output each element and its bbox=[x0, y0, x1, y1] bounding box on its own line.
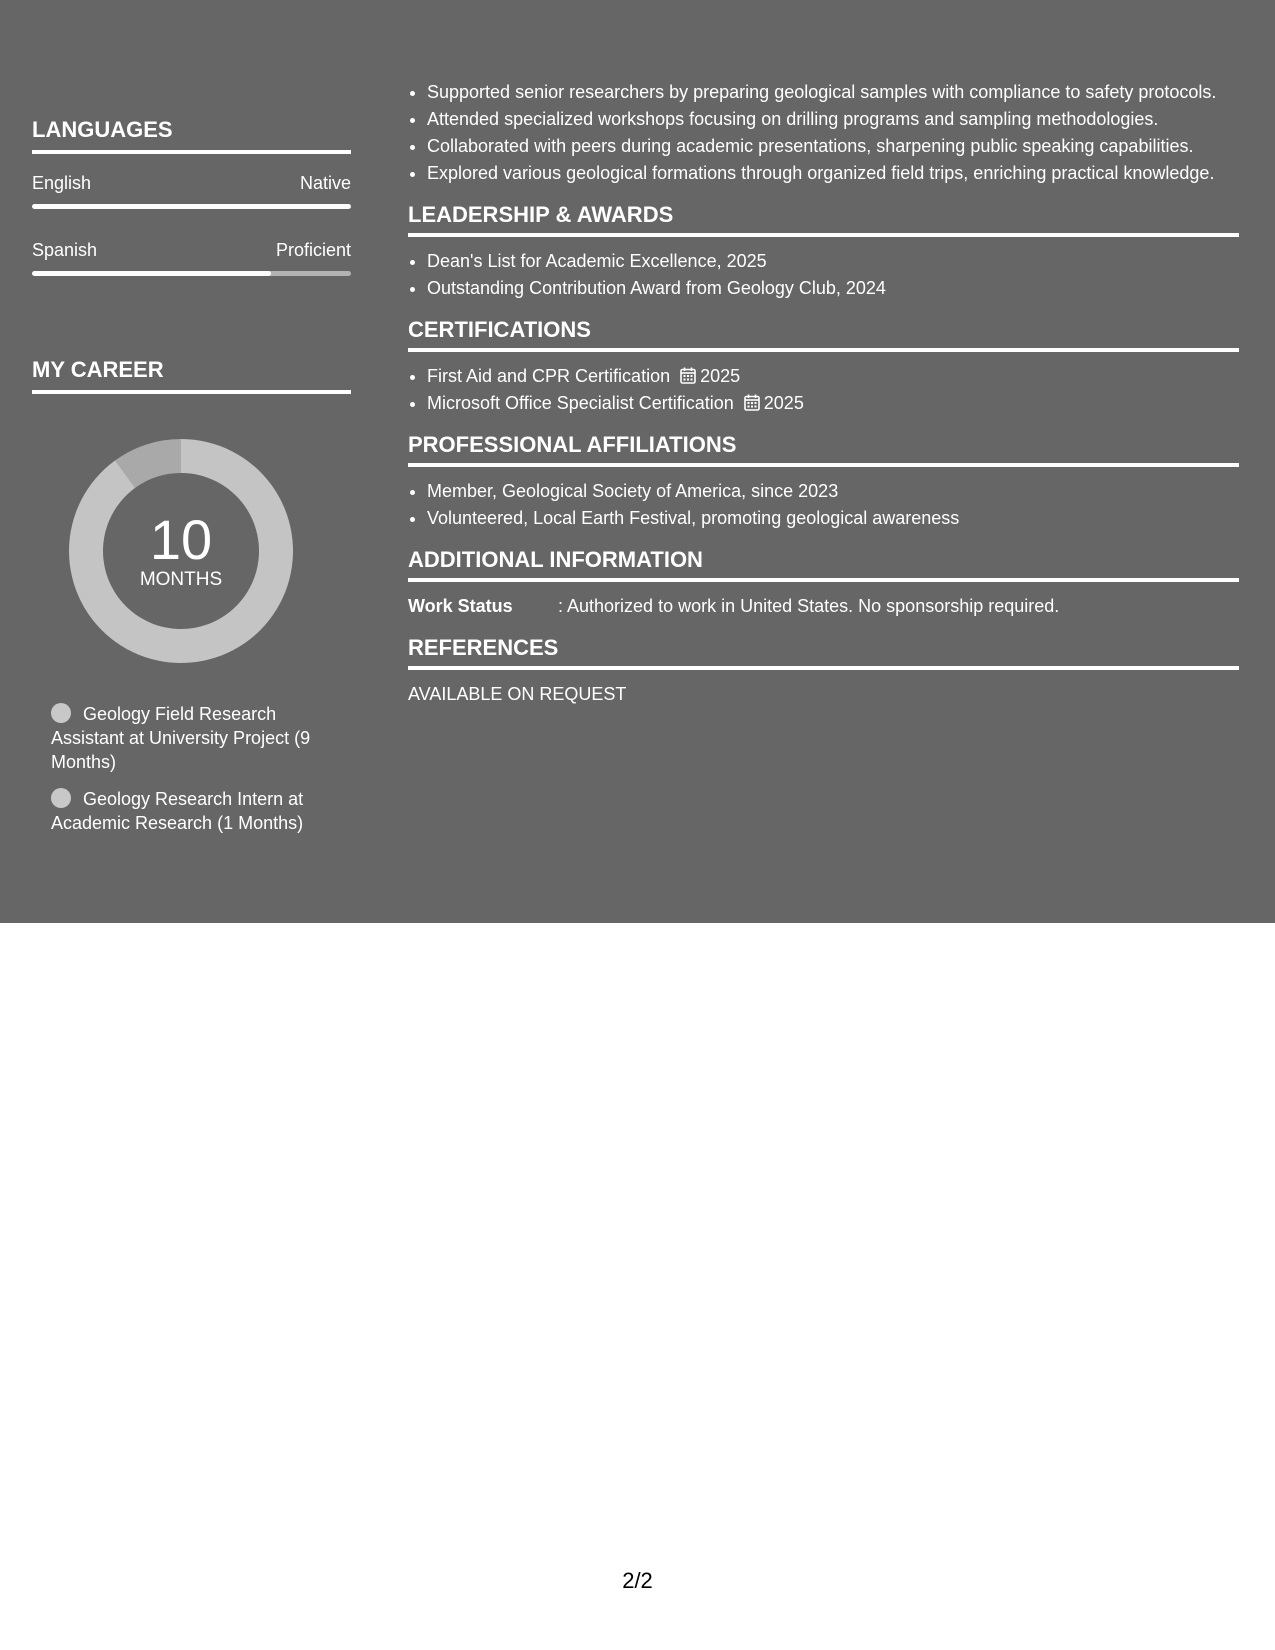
references-text: AVAILABLE ON REQUEST bbox=[408, 684, 627, 704]
language-proficiency-fill bbox=[32, 204, 351, 209]
main-column bbox=[408, 80, 1239, 706]
language-level: Native bbox=[299, 173, 351, 193]
language-name: English bbox=[32, 173, 92, 193]
career-donut-chart bbox=[66, 436, 296, 666]
affiliations-heading: PROFESSIONAL AFFILIATIONS bbox=[408, 431, 1239, 467]
leadership-list bbox=[408, 249, 1239, 300]
languages-heading: LANGUAGES bbox=[32, 116, 351, 154]
language-item bbox=[32, 239, 351, 276]
career-total-number: 10 bbox=[149, 508, 213, 571]
career-heading: MY CAREER bbox=[32, 356, 351, 394]
certifications-heading: CERTIFICATIONS bbox=[408, 316, 1239, 352]
experience-bullet: • Explored various geological formations through organized field trips, enriching practical knowledge. bbox=[427, 161, 1239, 185]
experience-bullet: • Supported senior researchers by preparing geological samples with compliance to safety protocols. bbox=[427, 80, 1239, 104]
career-donut-center bbox=[66, 436, 296, 666]
legend-dot-icon bbox=[51, 703, 71, 723]
languages-section bbox=[32, 116, 351, 276]
language-proficiency-fill bbox=[32, 271, 271, 276]
language-level: Proficient bbox=[275, 240, 351, 260]
experience-bullet: • Attended specialized workshops focusing on drilling programs and sampling methodologies. bbox=[427, 107, 1239, 131]
affiliation-item: • Member, Geological Society of America, since 2023 bbox=[427, 479, 1239, 503]
certification-name: Microsoft Office Specialist Certification bbox=[427, 393, 734, 413]
language-proficiency-bar bbox=[32, 271, 351, 276]
language-name: Spanish bbox=[32, 240, 98, 260]
legend-dot-icon bbox=[51, 788, 71, 808]
leadership-heading: LEADERSHIP & AWARDS bbox=[408, 201, 1239, 237]
career-total-unit: MONTHS bbox=[139, 569, 223, 590]
certification-year: 2025 bbox=[700, 366, 741, 386]
affiliations-list bbox=[408, 479, 1239, 530]
calendar-icon bbox=[680, 367, 696, 384]
certifications-list bbox=[408, 364, 1239, 415]
language-proficiency-bar bbox=[32, 204, 351, 209]
work-status-value: : Authorized to work in United States. No sponsorship required. bbox=[558, 596, 1060, 616]
references-heading: REFERENCES bbox=[408, 634, 1239, 670]
sidebar bbox=[32, 116, 351, 848]
career-legend-label: Geology Research Intern at Academic Research (1 Months) bbox=[51, 789, 304, 833]
experience-bullet-list bbox=[408, 80, 1239, 185]
career-legend-item bbox=[51, 702, 341, 774]
career-legend-item bbox=[51, 787, 341, 835]
certification-item bbox=[427, 364, 1239, 388]
experience-bullet: • Collaborated with peers during academic presentations, sharpening public speaking capabilities. bbox=[427, 134, 1239, 158]
calendar-icon bbox=[744, 394, 760, 411]
work-status-row bbox=[408, 594, 1239, 618]
leadership-item: • Dean's List for Academic Excellence, 2025 bbox=[427, 249, 1239, 273]
leadership-item: • Outstanding Contribution Award from Geology Club, 2024 bbox=[427, 276, 1239, 300]
career-legend-label: Geology Field Research Assistant at University Project (9 Months) bbox=[51, 704, 311, 772]
career-legend bbox=[51, 702, 341, 835]
career-section bbox=[32, 356, 351, 835]
certification-year: 2025 bbox=[763, 393, 804, 413]
additional-info-heading: ADDITIONAL INFORMATION bbox=[408, 546, 1239, 582]
work-status-label: Work Status bbox=[408, 596, 513, 616]
certification-name: First Aid and CPR Certification bbox=[427, 366, 671, 386]
certification-item bbox=[427, 391, 1239, 415]
language-item bbox=[32, 172, 351, 209]
page-number: 2/2 bbox=[622, 1568, 653, 1593]
affiliation-item: • Volunteered, Local Earth Festival, promoting geological awareness bbox=[427, 506, 1239, 530]
